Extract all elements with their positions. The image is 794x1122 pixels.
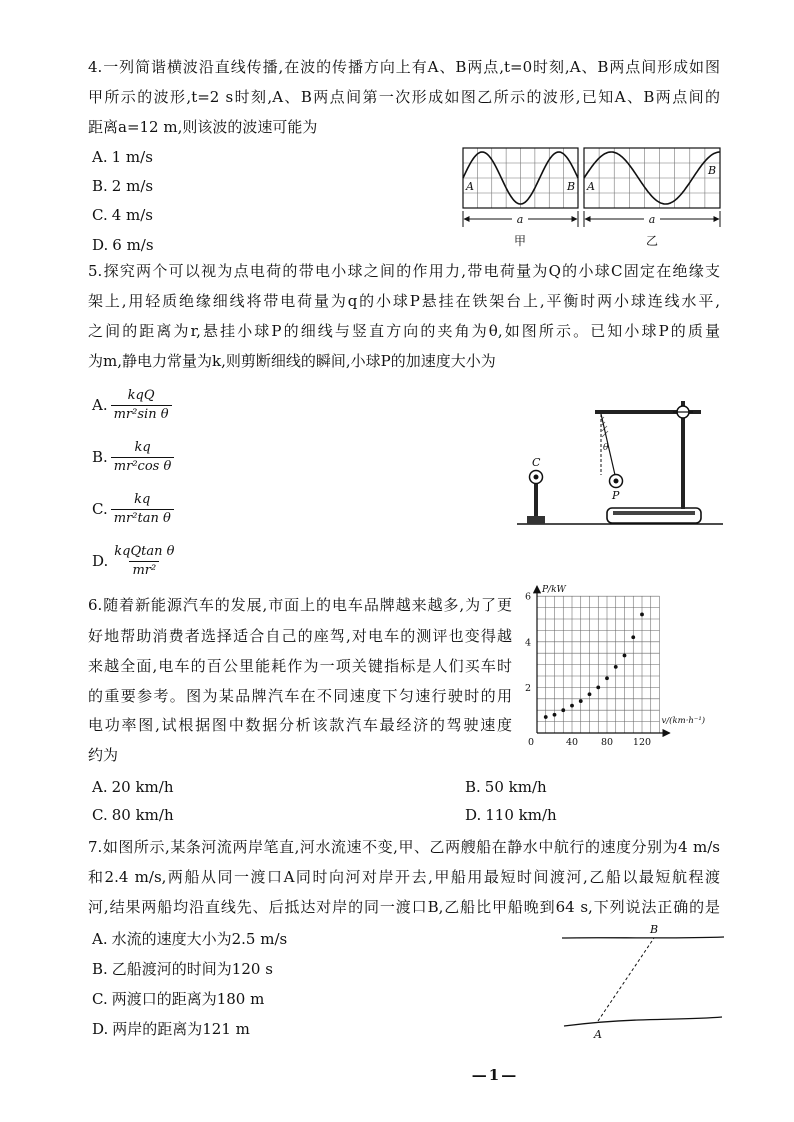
question-6-stem-line: 6.随着新能源汽车的发展,市面上的电车品牌越来越多,为了更 <box>88 596 512 614</box>
data-point <box>570 704 574 708</box>
question-5-stem-line: 之间的距离为r,悬挂小球P的细线与竖直方向的夹角为θ,如图所示。已知小球P的质量 <box>88 322 720 340</box>
fraction-numerator: kq <box>134 439 151 455</box>
river-bank-top <box>562 937 724 938</box>
y-tick-label: 6 <box>524 591 531 603</box>
option-label: D. <box>92 236 109 254</box>
question-5-stem-line: 为m,静电力常量为k,则剪断细线的瞬间,小球P的加速度大小为 <box>88 352 496 370</box>
option-label: A. <box>92 396 108 414</box>
ball-c-label: C <box>532 456 541 469</box>
option-text: 两岸的距离为121 m <box>112 1020 250 1038</box>
option-label: D. <box>92 552 109 570</box>
question-4-option-b <box>92 176 153 196</box>
data-point <box>561 708 565 712</box>
crossing-path-dashed <box>598 938 654 1021</box>
question-4-stem-line: 甲所示的波形,t=2 s时刻,A、B两点间第一次形成如图乙所示的波形,已知A、B两点间的 <box>88 88 720 106</box>
wave-grid-jia <box>463 148 578 208</box>
y-tick-label: 4 <box>524 637 531 649</box>
ferry-b-label: B <box>650 923 659 936</box>
option-text: 4 m/s <box>111 206 154 224</box>
data-point <box>596 686 600 690</box>
question-6-option-c <box>92 805 174 825</box>
question-5-stem-line: 5.探究两个可以视为点电荷的带电小球之间的作用力,带电荷量为Q的小球C固定在绝缘支 <box>88 262 720 280</box>
question-6-stem-line: 电功率图,试根据图中数据分析该款汽车最经济的驾驶速度 <box>88 716 512 734</box>
river-crossing-figure <box>558 922 728 1042</box>
question-6-stem-line: 来越全面,电车的百公里能耗作为一项关键指标是人们买车时 <box>88 657 512 675</box>
fraction <box>111 440 175 475</box>
question-6-stem-line: 的重要参考。图为某品牌汽车在不同速度下匀速行驶时的用 <box>88 687 512 705</box>
option-text: 1 m/s <box>111 148 153 166</box>
option-text: 50 km/h <box>484 778 547 796</box>
fraction-denominator: mr² <box>129 561 159 579</box>
fraction <box>111 544 177 579</box>
fraction-denominator: mr²sin θ <box>111 405 172 423</box>
fraction <box>111 388 172 423</box>
question-6-option-a <box>92 777 174 797</box>
question-4-option-d <box>92 235 154 255</box>
fraction-denominator: mr²tan θ <box>111 509 174 527</box>
question-6-option-d <box>465 805 557 825</box>
insulating-stand-post <box>534 483 538 516</box>
option-label: A. <box>92 148 108 166</box>
insulating-stand-base <box>527 516 545 524</box>
angle-theta-label: θ <box>603 443 609 453</box>
x-tick-label: 120 <box>632 737 652 748</box>
distance-label: a <box>516 213 524 226</box>
option-label: B. <box>92 177 108 195</box>
data-point <box>614 665 618 669</box>
data-point <box>544 715 548 719</box>
option-text: 110 km/h <box>485 806 557 824</box>
page-number: —1— <box>471 1066 519 1084</box>
x-tick-label: 40 <box>565 737 579 748</box>
question-7-option-d <box>92 1019 250 1039</box>
option-text: 水流的速度大小为2.5 m/s <box>111 930 288 948</box>
data-point <box>605 676 609 680</box>
iron-stand-base-top <box>613 511 695 515</box>
question-4-option-c <box>92 205 153 225</box>
ball-p-core <box>614 479 619 484</box>
option-label: C. <box>92 990 108 1008</box>
fraction-numerator: kqQtan θ <box>114 543 175 559</box>
charged-balls-figure <box>515 395 725 535</box>
question-7-stem-line: 7.如图所示,某条河流两岸笔直,河水流速不变,甲、乙两艘船在静水中航行的速度分别为4 m/s <box>88 838 720 856</box>
power-speed-chart <box>515 582 730 752</box>
river-bank-bottom <box>564 1017 722 1026</box>
option-text: 80 km/h <box>111 806 174 824</box>
option-label: C. <box>92 500 108 518</box>
option-text: 6 m/s <box>112 236 154 254</box>
caption-jia: 甲 <box>513 234 527 248</box>
fraction-denominator: mr²cos θ <box>111 457 175 475</box>
question-7-stem-line: 和2.4 m/s,两船从同一渡口A同时向河对岸开去,甲船用最短时间渡河,乙船以最短航程渡 <box>88 868 720 886</box>
question-5-option-b <box>92 435 174 479</box>
x-tick-label: 0 <box>527 737 535 748</box>
ball-p-label: P <box>612 489 620 502</box>
data-point <box>579 699 583 703</box>
option-text: 两渡口的距离为180 m <box>111 990 265 1008</box>
question-4-option-a <box>92 147 153 167</box>
option-label: C. <box>92 206 108 224</box>
option-label: B. <box>92 448 108 466</box>
distance-label: a <box>648 213 656 226</box>
question-7-stem-line: 河,结果两船均沿直线先、后抵达对岸的同一渡口B,乙船比甲船晚到64 s,下列说法正确的是 <box>88 898 720 916</box>
option-text: 20 km/h <box>111 778 174 796</box>
data-point <box>623 654 627 658</box>
option-text: 2 m/s <box>111 177 154 195</box>
point-b-label: B <box>708 164 717 177</box>
fraction <box>111 492 174 527</box>
fraction-numerator: kq <box>134 491 151 507</box>
option-label: D. <box>92 1020 109 1038</box>
question-6-option-b <box>465 777 547 797</box>
option-label: C. <box>92 806 108 824</box>
option-label: A. <box>92 930 108 948</box>
point-a-label: A <box>466 180 474 193</box>
data-point <box>588 692 592 696</box>
question-5-stem-line: 架上,用轻质绝缘细线将带电荷量为q的小球P悬挂在铁架台上,平衡时两小球连线水平, <box>88 292 720 310</box>
point-b-label: B <box>567 180 576 193</box>
question-4-stem-line: 4.一列简谐横波沿直线传播,在波的传播方向上有A、B两点,t=0时刻,A、B两点间形成如图 <box>88 58 720 76</box>
y-tick-label: 2 <box>524 682 531 694</box>
question-4-stem-line: 距离a=12 m,则该波的波速可能为 <box>88 118 318 136</box>
y-axis-title: P/kW <box>542 585 566 596</box>
option-text: 乙船渡河的时间为120 s <box>111 960 273 978</box>
question-5-option-c <box>92 487 174 531</box>
question-5-option-d <box>92 539 177 583</box>
caption-yi: 乙 <box>645 234 659 248</box>
wave-figure <box>462 144 724 250</box>
option-label: D. <box>465 806 482 824</box>
data-point <box>553 713 557 717</box>
question-7-option-b <box>92 959 273 979</box>
data-point <box>640 613 644 617</box>
question-7-option-c <box>92 989 264 1009</box>
option-label: B. <box>465 778 481 796</box>
chart-grid <box>537 596 660 733</box>
fraction-numerator: kqQ <box>127 387 155 403</box>
option-label: A. <box>92 778 108 796</box>
x-axis-title: v/(km·h⁻¹) <box>661 716 706 726</box>
option-label: B. <box>92 960 108 978</box>
ball-c-core <box>534 475 539 480</box>
question-7-option-a <box>92 929 287 949</box>
question-6-stem-line: 约为 <box>88 746 119 764</box>
iron-stand-base <box>607 508 701 523</box>
question-6-stem-line: 好地帮助消费者选择适合自己的座驾,对电车的测评也变得越 <box>88 627 512 645</box>
x-tick-label: 80 <box>600 737 614 748</box>
ferry-a-label: A <box>594 1028 602 1041</box>
point-a-label: A <box>587 180 595 193</box>
wave-grid-yi <box>584 148 720 208</box>
data-point <box>631 635 635 639</box>
question-5-option-a <box>92 383 172 427</box>
